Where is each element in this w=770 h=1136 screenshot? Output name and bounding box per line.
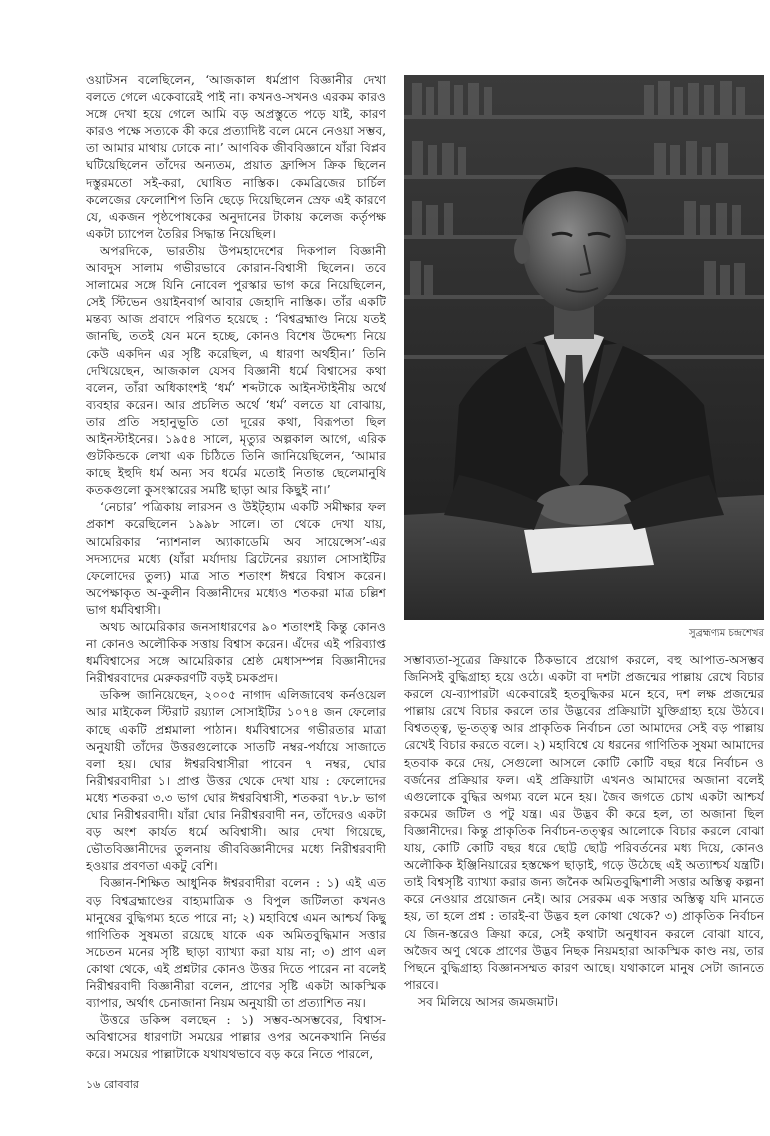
article-left-column — [86, 72, 386, 1067]
paragraph: ওয়াটসন বলেছিলেন, ‘আজকাল ধর্মপ্রাণ বিজ্ঞানীর দেখা বলতে গেলে একেবারেই পাই না। কখনও-সখনও এরকম কারও সঙ্গে দেখা হয়ে গেলে আমি বড় অপ্রস্তুতে পড়ে যাই, কারণ কারও পক্ষে সত্যকে কী করে প্রত্যাদিষ্ট বলে মেনে নেওয়া সম্ভব, তা আমার মাথায় ঢোকে না।’ আণবিক জীববিজ্ঞানে যাঁরা বিপ্লব ঘটিয়েছিলেন তাঁদের অন্যতম, প্রয়াত ফ্রান্সিস ক্রিক ছিলেন দস্তুরমতো সই-করা, ঘোষিত নাস্তিক। কেমব্রিজের চার্চিল কলেজের ফেলোশিপ তিনি ছেড়ে দিয়েছিলেন স্রেফ এই কারণে যে, একজন পৃষ্ঠপোষকের অনুদানের টাকায় কলেজ কর্তৃপক্ষ একটা চ্যাপেল তৈরির সিদ্ধান্ত নিয়েছিল। — [86, 73, 386, 241]
paragraph: অথচ আমেরিকার জনসাধারণের ৯০ শতাংশই কিন্তু কোনও না কোনও অলৌকিক সত্তায় বিশ্বাস করেন। এঁদের এই পরিব্যাপ্ত ধর্মবিশ্বাসের সঙ্গে আমেরিকার শ্রেষ্ঠ মেধাসম্পন্ন বিজ্ঞানীদের নিরীশ্বরবাদের মেরুকরণটি বড়ই চমকপ্রদ। — [86, 620, 386, 686]
paragraph: ডকিন্স জানিয়েছেন, ২০০৫ নাগাদ এলিজাবেথ কর্নওয়েল আর মাইকেল স্টিরাট রয়্যাল সোসাইটির ১০৭৪ জন ফেলোর কাছে একটি প্রশ্নমালা পাঠান। ধর্মবিশ্বাসের গভীরতার মাত্রা অনুযায়ী তাঁদের উত্তরগুলোকে সাতটি নম্বর-পর্যায়ে সাজাতে বলা হয়। ঘোর ঈশ্বরবিশ্বাসীরা পাবেন ৭ নম্বর, ঘোর নিরীশ্বরবাদীরা ১। প্রাপ্ত উত্তর থেকে দেখা যায় : ফেলোদের মধ্যে শতকরা ৩.৩ ভাগ ঘোর ঈশ্বরবিশ্বাসী, শতকরা ৭৮.৮ ভাগ ঘোর নিরীশ্বরবাদী। যাঁরা ঘোর নিরীশ্বরবাদী নন, তাঁদেরও একটা বড় অংশ কার্যত ধর্মে অবিশ্বাসী। আর দেখা গিয়েছে, ভৌতবিজ্ঞানীদের তুলনায় জীববিজ্ঞানীদের মধ্যে নিরীশ্বরবাদী হওয়ার প্রবণতা একটু বেশি। — [86, 688, 386, 874]
photo-caption: সুব্রহ্মণ্যম চন্দ্রশেখর — [688, 628, 764, 639]
paragraph: ‘নেচার’ পত্রিকায় লারসন ও উইট্‌হ্যাম একটি সমীক্ষার ফল প্রকাশ করেছিলেন ১৯৯৮ সালে। তা থেকে দেখা যায়, আমেরিকার ‘ন্যাশনাল অ্যাকাডেমি অব সায়েন্সেস’-এর সদস্যদের মধ্যে (যাঁরা মর্যাদায় ব্রিটেনের রয়্যাল সোসাইটির ফেলোদের তুল্য) মাত্র সাত শতাংশ ঈশ্বরে বিশ্বাস করেন। অপেক্ষাকৃত অ-কুলীন বিজ্ঞানীদের মধ্যেও শতকরা মাত্র চল্লিশ ভাগ ধর্মবিশ্বাসী। — [86, 500, 386, 617]
paragraph: সব মিলিয়ে আসর জমজমাট। — [418, 994, 559, 1009]
paragraph: উত্তরে ডকিন্স বলছেন : ১) সম্ভব-অসম্ভবের, বিশ্বাস-অবিশ্বাসের ধারণাটা সময়ের পাল্লার ওপর অনেকখানি নির্ভর করে। সময়ের পাল্লাটাকে যথাযথভাবে বড় করে নিতে পারলে, — [86, 1013, 386, 1062]
article-right-column — [404, 652, 764, 1062]
paragraph: বিজ্ঞান-শিক্ষিত আধুনিক ঈশ্বরবাদীরা বলেন : ১) এই এত বড় বিশ্বব্রহ্মাণ্ডের বাহ্যমাত্রিক ও বিপুল জটিলতা কখনও মানুষের বুদ্ধিগম্য হতে পারে না; ২) মহাবিশ্বে এমন আশ্চর্য কিছু গাণিতিক সুষমতা রয়েছে যাকে এক অমিতবুদ্ধিমান সত্তার সচেতন মনের সৃষ্টি ছাড়া ব্যাখ্যা করা যায় না; ৩) প্রাণ এল কোথা থেকে, এই প্রশ্নটার কোনও উত্তর দিতে পারেন না বলেই নিরীশ্বরবাদী বিজ্ঞানীরা বলেন, প্রাণের সৃষ্টি একটা আকস্মিক ব্যাপার, অর্থাৎ চেনাজানা নিয়ম অনুযায়ী তা প্রত্যাশিত নয়। — [86, 876, 386, 1011]
portrait-photo — [404, 75, 764, 620]
paragraph: সম্ভাব্যতা-সূত্রের ক্রিয়াকে ঠিকভাবে প্রয়োগ করলে, বহু আপাত-অসম্ভব জিনিসই বুদ্ধিগ্রাহ্য হয়ে ওঠে। একটা বা দশটা প্রজন্মের পাল্লায় রেখে বিচার করলে যে-ব্যাপারটা একেবারেই হতবুদ্ধিকর মনে হবে, দশ লক্ষ প্রজন্মের পাল্লায় রেখে বিচার করলে তার উদ্ভবের প্রক্রিয়াটা যুক্তিগ্রাহ্য হয়ে উঠবে। বিশ্বতত্ত্ব, ভূ-তত্ত্ব আর প্রাকৃতিক নির্বাচন তো আমাদের সেই বড় পাল্লায় রেখেই বিচার করতে বলে। ২) মহাবিশ্বে যে ধরনের গাণিতিক সুষমা আমাদের হতবাক করে দেয়, সেগুলো আসলে কোটি কোটি বছর ধরে নির্বাচন ও বর্জনের প্রক্রিয়ার ফল। এই প্রক্রিয়াটা এখনও আমাদের অজানা বলেই এগুলোকে বুদ্ধির অগম্য বলে মনে হয়। জৈব জগতে চোখ একটা আশ্চর্য রকমের জটিল ও পটু যন্ত্র। এর উদ্ভব কী করে হল, তা অজানা ছিল বিজ্ঞানীদের। কিন্তু প্রাকৃতিক নির্বাচন-তত্ত্বর আলোকে বিচার করলে বোঝা যায়, কোটি কোটি বছর ধরে ছোট্ট ছোট্ট পরিবর্তনের মধ্য দিয়ে, কোনও অলৌকিক ইঞ্জিনিয়ারের হস্তক্ষেপ ছাড়াই, গড়ে উঠেছে এই অত্যাশ্চর্য যন্ত্রটি। তাই বিশ্বসৃষ্টি ব্যাখ্যা করার জন্য জনৈক অমিতবুদ্ধিশালী সত্তার অস্তিত্ব কল্পনা করে নেওয়ার প্রয়োজন নেই। আর সেরকম এক সত্তার অস্তিত্ব যদি মানতে হয়, তা হলে প্রশ্ন : তারই-বা উদ্ভব হল কোথা থেকে? ৩) প্রাকৃতিক নির্বাচন যে জিন-স্তরেও ক্রিয়া করে, সেই কথাটা অনুধাবন করলে বোঝা যাবে, অজৈব অণু থেকে প্রাণের উদ্ভব নিছক নিয়মহারা আকস্মিক কাণ্ড নয়, তার পিছনে বুদ্ধিগ্রাহ্য বিজ্ঞানসম্মত কারণ আছে। যথাকালে মানুষ সেটা জানতে পারবে। — [404, 653, 764, 992]
paragraph: অপরদিকে, ভারতীয় উপমহাদেশের দিকপাল বিজ্ঞানী আবদুস সালাম গভীরভাবে কোরান-বিশ্বাসী ছিলেন। তবে সালামের সঙ্গে যিনি নোবেল পুরস্কার ভাগ করে নিয়েছিলেন, সেই স্টিভেন ওয়াইনবার্গ আবার জেহাদি নাস্তিক। তাঁর একটি মন্তব্য আজ প্রবাদে পরিণত হয়েছে : ‘বিশ্বব্রহ্মাণ্ড নিয়ে যতই জানছি, ততই যেন মনে হচ্ছে, কোনও বিশেষ উদ্দেশ্য নিয়ে কেউ একদিন এর সৃষ্টি করেছিল, এ ধারণা অর্থহীন।’ তিনি দেখিয়েছেন, আজকাল যেসব বিজ্ঞানী ধর্মে বিশ্বাসের কথা বলেন, তাঁরা অধিকাংশই ‘ধর্ম’ শব্দটাকে আইনস্টাইনীয় অর্থে ব্যবহার করেন। আর প্রচলিত অর্থে ‘ধর্ম’ বলতে যা বোঝায়, তার প্রতি সহানুভূতি তো দূরের কথা, বিরূপতা ছিল আইনস্টাইনের। ১৯৫৪ সালে, মৃত্যুর অল্পকাল আগে, এরিক গুটকিন্ডকে লেখা এক চিঠিতে তিনি জানিয়েছিলেন, ‘আমার কাছে ইহুদি ধর্ম অন্য সব ধর্মের মতোই নিতান্ত ছেলেমানুষি কতকগুলো কুসংস্কারের সমষ্টি ছাড়া আর কিছুই না।’ — [86, 243, 386, 498]
portrait-illustration — [404, 75, 764, 620]
page-footer: ১৬ রোববার — [86, 1078, 139, 1091]
